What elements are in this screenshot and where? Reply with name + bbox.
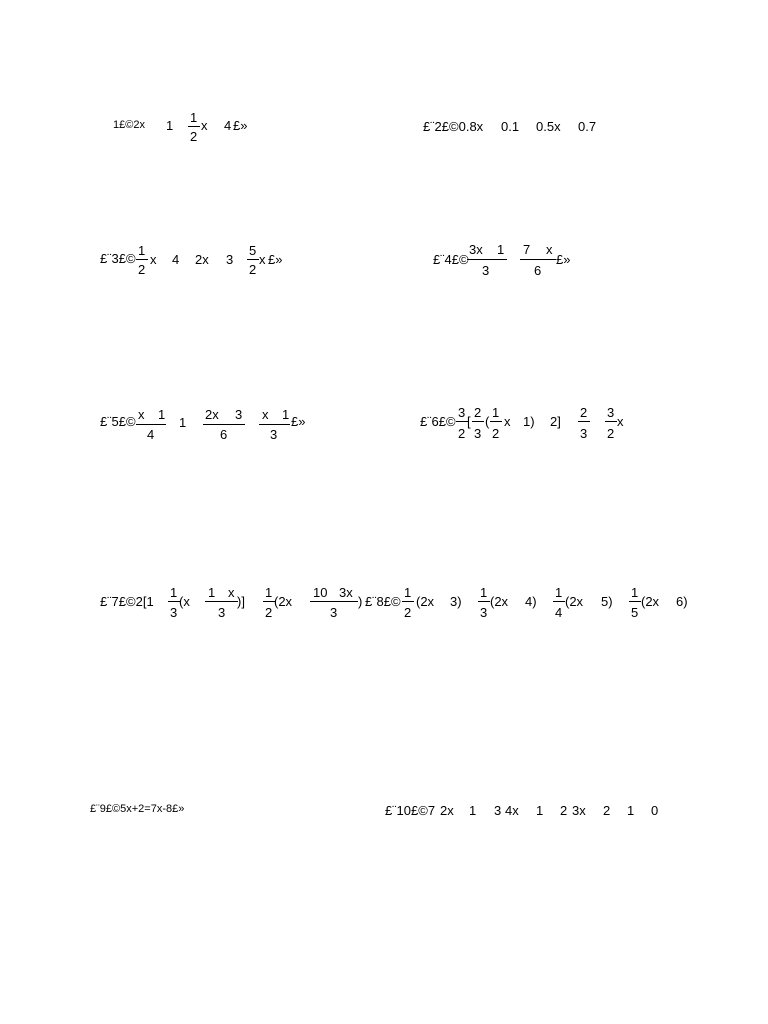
problem-1-label: 1£©2x — [113, 119, 145, 131]
fraction-bar — [203, 424, 245, 425]
fraction-bar — [578, 421, 590, 422]
problem-2-label: £¨2£©0.8x — [423, 119, 484, 134]
problem-5-label: £¨5£© — [100, 414, 136, 429]
fraction-bar — [402, 601, 414, 602]
fraction-bar — [136, 424, 166, 425]
fraction-bar — [605, 421, 617, 422]
fraction-bar — [259, 424, 290, 425]
fraction-bar — [490, 421, 502, 422]
fraction-bar — [205, 601, 238, 602]
problem-8-label: £¨8£© — [365, 594, 401, 609]
fraction-bar — [188, 126, 200, 127]
fraction-bar — [478, 601, 490, 602]
fraction-bar — [467, 259, 507, 260]
fraction-bar — [247, 259, 259, 260]
problem-3-label: £¨3£© — [100, 251, 136, 266]
problem-10-label: £¨10£©7 — [385, 803, 436, 818]
problem-7-label: £¨7£©2[1 — [100, 594, 154, 609]
problem-4-label: £¨4£© — [433, 252, 469, 267]
problem-6-label: £¨6£© — [420, 414, 456, 429]
fraction-bar — [553, 601, 565, 602]
fraction-bar — [629, 601, 641, 602]
fraction-bar — [520, 259, 556, 260]
fraction-bar — [310, 601, 358, 602]
fraction-bar — [472, 421, 484, 422]
problem-9-label: £¨9£©5x+2=7x-8£» — [90, 803, 185, 815]
fraction-bar — [136, 259, 148, 260]
